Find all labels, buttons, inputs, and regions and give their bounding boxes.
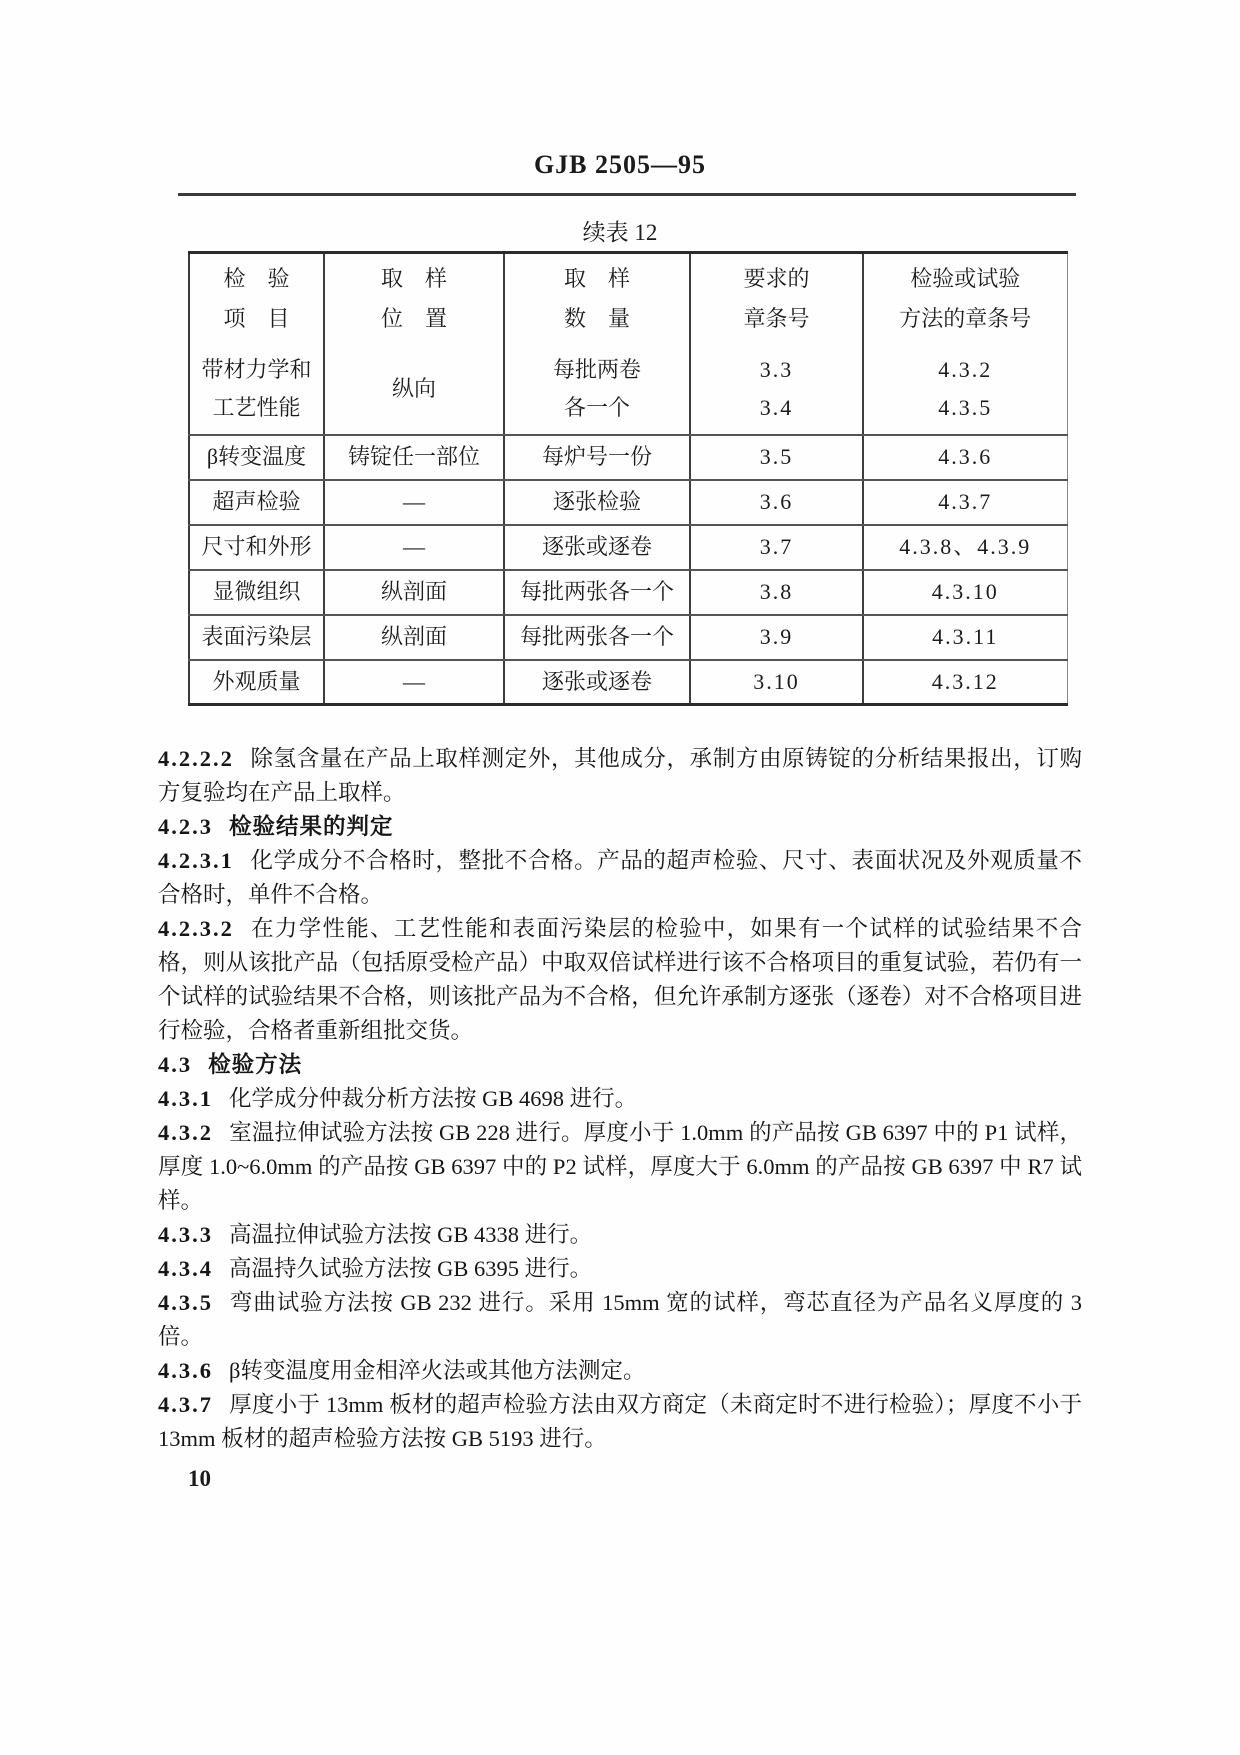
table-row [189,615,1067,660]
section-number: 4.3.7 [158,1392,213,1417]
section-text: 化学成分仲裁分析方法按 GB 4698 进行。 [229,1086,638,1111]
section-number: 4.2.3 [158,814,213,839]
table-cell [189,435,324,480]
table-cell [690,525,863,570]
table-cell [324,570,504,615]
table-cell-text: 4.3.7 [938,489,993,514]
table-cell-text: 每炉号一份 [541,444,652,469]
table-cell-text: 每批两卷 [552,357,641,382]
paragraph [158,1252,1082,1286]
section-number: 4.2.3.2 [158,916,234,941]
table-cell [324,615,504,660]
table-cell-text: 每批两张各一个 [519,624,674,649]
body-text [158,742,1082,1456]
table-header-text: 检验或试验 [910,266,1021,292]
table-cell [863,480,1067,525]
table-cell [189,660,324,705]
table-cell [324,345,504,435]
table-cell [690,660,863,705]
table-cell-text: β转变温度 [206,444,307,469]
header-rule [178,193,1076,196]
table-cell [504,570,690,615]
table-cell-text: 3.8 [759,579,794,604]
table-cell-text: 3.9 [759,624,794,649]
paragraph [158,1082,1082,1116]
table-header-text: 检 验 [223,266,290,292]
table-cell-text: 尺寸和外形 [201,534,312,559]
table-header-text: 数 量 [563,306,630,332]
section-text: 弯曲试验方法按 GB 232 进行。采用 15mm 宽的试样，弯芯直径为产品名义厚度的 3 倍。 [158,1290,1082,1349]
section-text: 高温拉伸试验方法按 GB 4338 进行。 [229,1222,593,1247]
table-caption: 续表 12 [582,220,658,245]
table-cell [504,345,690,435]
table-header-cell [324,253,504,345]
paragraph [158,1218,1082,1252]
table-row [189,525,1067,570]
table-cell [504,525,690,570]
table-header-cell [189,253,324,345]
table-cell-text: 超声检验 [212,489,301,514]
table-cell-text: 3.5 [759,444,794,469]
table-cell [324,660,504,705]
table-cell-text: 纵剖面 [380,579,447,604]
table-cell-text: 4.3.12 [931,668,999,694]
table-header-text: 要求的 [743,266,810,292]
table-header-text: 位 置 [380,306,447,332]
table-cell-text: 4.3.8、4.3.9 [899,534,1032,559]
section-number: 4.3.4 [158,1256,213,1281]
table-cell-text: 3.3 [759,357,794,382]
table-cell [690,480,863,525]
section-text: 厚度小于 13mm 板材的超声检验方法由双方商定（未商定时不进行检验）；厚度不小于 13mm 板材的超声检验方法按 GB 5193 进行。 [158,1392,1082,1451]
table-cell [189,615,324,660]
table-cell [863,345,1067,435]
section-text: β转变温度用金相淬火法或其他方法测定。 [229,1358,646,1383]
table-cell-text: 逐张检验 [552,489,641,514]
paragraph [158,912,1082,1048]
table-header-text: 取 样 [380,266,447,292]
table-cell [324,525,504,570]
table-row [189,660,1067,705]
table-cell-text: 4.3.2 [938,357,993,382]
table-cell-text: 工艺性能 [212,395,301,420]
inspection-table-body [189,345,1067,705]
page-number: 10 [188,1466,211,1491]
table-cell-text: 3.6 [759,489,794,514]
table-cell-text: 逐张或逐卷 [541,668,652,694]
table-cell [189,525,324,570]
table-cell [690,570,863,615]
table-cell [324,480,504,525]
table-header-text: 取 样 [563,266,630,292]
section-heading [158,1048,1082,1082]
table-cell [189,480,324,525]
table-cell [504,480,690,525]
inspection-table-head [189,253,1067,345]
section-heading [158,810,1082,844]
section-text: 在力学性能、工艺性能和表面污染层的检验中，如果有一个试样的试验结果不合格，则从该批产品（包括原受检产品）中取双倍试样进行该不合格项目的重复试验，若仍有一个试样的试验结果不合格，则该批产品为不合格，但允许承制方逐张（逐卷）对不合格项目进行检验，合格者重新组批交货。 [158,916,1082,1043]
section-text: 室温拉伸试验方法按 GB 228 进行。厚度小于 1.0mm 的产品按 GB 6397 中的 P1 试样，厚度 1.0~6.0mm 的产品按 GB 6397 中的 P2 试样，厚度大于 6.0mm 的产品按 GB 6397 中 R7 试样。 [158,1120,1082,1213]
table-cell-text: 带材力学和 [201,357,312,382]
table-cell-text: 各一个 [563,395,630,420]
table-cell [324,435,504,480]
section-text: 高温持久试验方法按 GB 6395 进行。 [229,1256,593,1281]
paragraph [158,844,1082,912]
table-cell-text: 外观质量 [212,668,301,694]
table-cell-text: 3.7 [759,534,794,559]
table-header-cell [504,253,690,345]
table-header-cell [690,253,863,345]
section-number: 4.2.3.1 [158,848,234,873]
table-cell [863,435,1067,480]
paragraph [158,1354,1082,1388]
table-cell-text: 4.3.10 [931,579,999,604]
section-text: 化学成分不合格时，整批不合格。产品的超声检验、尺寸、表面状况及外观质量不合格时，单件不合格。 [158,848,1082,907]
table-header-cell [863,253,1067,345]
paragraph [158,1286,1082,1354]
table-cell-text: — [403,534,425,559]
section-number: 4.3.2 [158,1120,213,1145]
table-cell [690,615,863,660]
table-header-text: 项 目 [223,306,290,332]
table-cell-text: 纵剖面 [380,624,447,649]
section-number: 4.2.2.2 [158,746,234,771]
table-cell [863,660,1067,705]
table-cell-text: 逐张或逐卷 [541,534,652,559]
table-cell-text: 纵向 [391,376,436,401]
table-cell [504,660,690,705]
inspection-table [188,251,1068,706]
table-cell-text: 4.3.6 [938,444,993,469]
table-row [189,435,1067,480]
table-cell [863,570,1067,615]
standard-number: GJB 2505—95 [533,150,707,179]
table-cell-text: 每批两张各一个 [519,579,674,604]
table-cell-text: 表面污染层 [201,624,312,649]
section-number: 4.3.6 [158,1358,213,1383]
table-cell [863,615,1067,660]
section-number: 4.3.1 [158,1086,213,1111]
paragraph [158,742,1082,810]
table-cell-text: — [403,489,425,514]
paragraph [158,1388,1082,1456]
table-cell [189,570,324,615]
section-text: 除氢含量在产品上取样测定外，其他成分，承制方由原铸锭的分析结果报出，订购方复验均在产品上取样。 [158,746,1082,805]
paragraph [158,1116,1082,1218]
table-header-row [189,253,1067,345]
table-cell [504,435,690,480]
section-number: 4.3 [158,1052,193,1077]
table-header-text: 方法的章条号 [899,306,1032,332]
table-cell [690,345,863,435]
table-cell [690,435,863,480]
table-header-text: 章条号 [743,306,810,332]
table-cell-text: 4.3.11 [932,624,999,649]
table-cell [504,615,690,660]
section-text: 检验结果的判定 [229,814,394,839]
table-cell [863,525,1067,570]
table-cell [189,345,324,435]
section-number: 4.3.5 [158,1290,213,1315]
table-row [189,570,1067,615]
table-cell-text: 显微组织 [212,579,301,604]
table-cell-text: 3.10 [753,668,800,694]
table-cell-text: — [403,668,425,694]
table-cell-text: 4.3.5 [938,395,993,420]
section-text: 检验方法 [208,1052,303,1077]
table-row [189,345,1067,435]
table-row [189,480,1067,525]
table-cell-text: 3.4 [759,395,794,420]
table-cell-text: 铸锭任一部位 [347,444,480,469]
section-number: 4.3.3 [158,1222,213,1247]
